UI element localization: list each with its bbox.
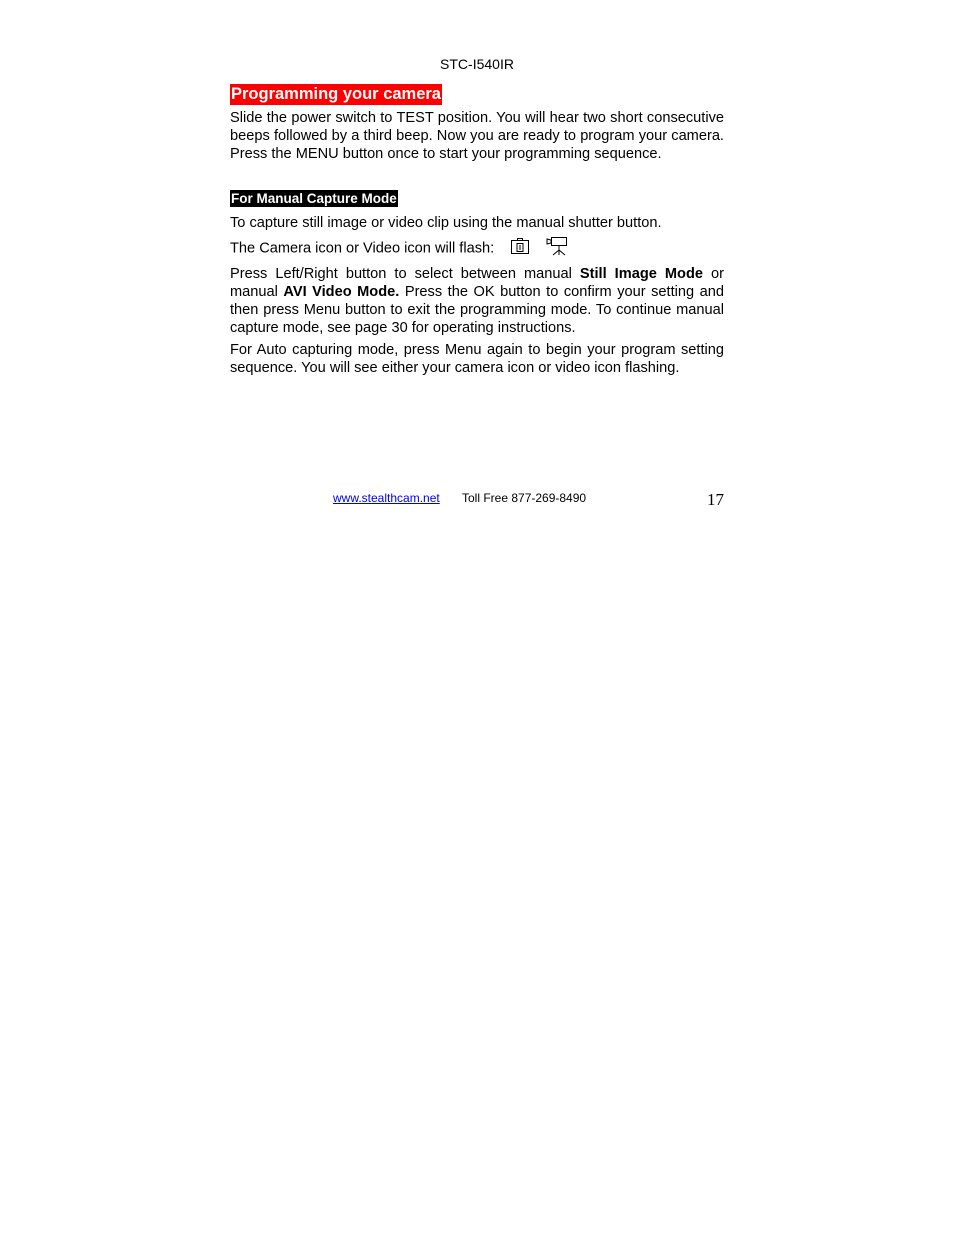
mode-text-e: Press the OK button to confirm your setting and then press Menu button to exit the programming mode. To continue manual capture mode, see page 30 for operating instructions. [230,284,725,336]
mode-text-a: Press Left/Right button to select between manual [230,266,580,282]
camera-icon [510,237,530,260]
section-heading-wrap [230,84,724,105]
video-icon [546,236,570,261]
still-image-mode-label: Still Image Mode [579,266,703,282]
mode-text-c: or manual [230,266,725,300]
auto-capture-paragraph: For Auto capturing mode, press Menu again to begin your program setting sequence. You will see either your camera icon or video icon flashing. [230,342,724,376]
subsection-heading: For Manual Capture Mode [231,191,397,206]
mode-select-paragraph [230,265,724,337]
icon-flash-paragraph [230,236,724,261]
page-number: 17 [707,490,724,509]
page-footer [230,490,724,514]
avi-video-mode-label: AVI Video Mode. [283,284,400,300]
website-link[interactable]: www.stealthcam.net [333,491,440,505]
page-header: STC-I540IR [440,56,514,72]
icon-flash-text: The Camera icon or Video icon will flash: [230,240,495,257]
manual-capture-paragraph: To capture still image or video clip using the manual shutter button. [230,215,662,231]
page-content [230,84,724,377]
subsection-heading-wrap [230,190,724,208]
toll-free-number: Toll Free 877-269-8490 [462,491,587,505]
intro-paragraph: Slide the power switch to TEST position. You will hear two short consecutive beeps followed by a third beep. Now you are ready to program your camera. Press the MENU button once to start your programming sequence. [230,110,724,162]
section-heading: Programming your camera [231,85,441,103]
